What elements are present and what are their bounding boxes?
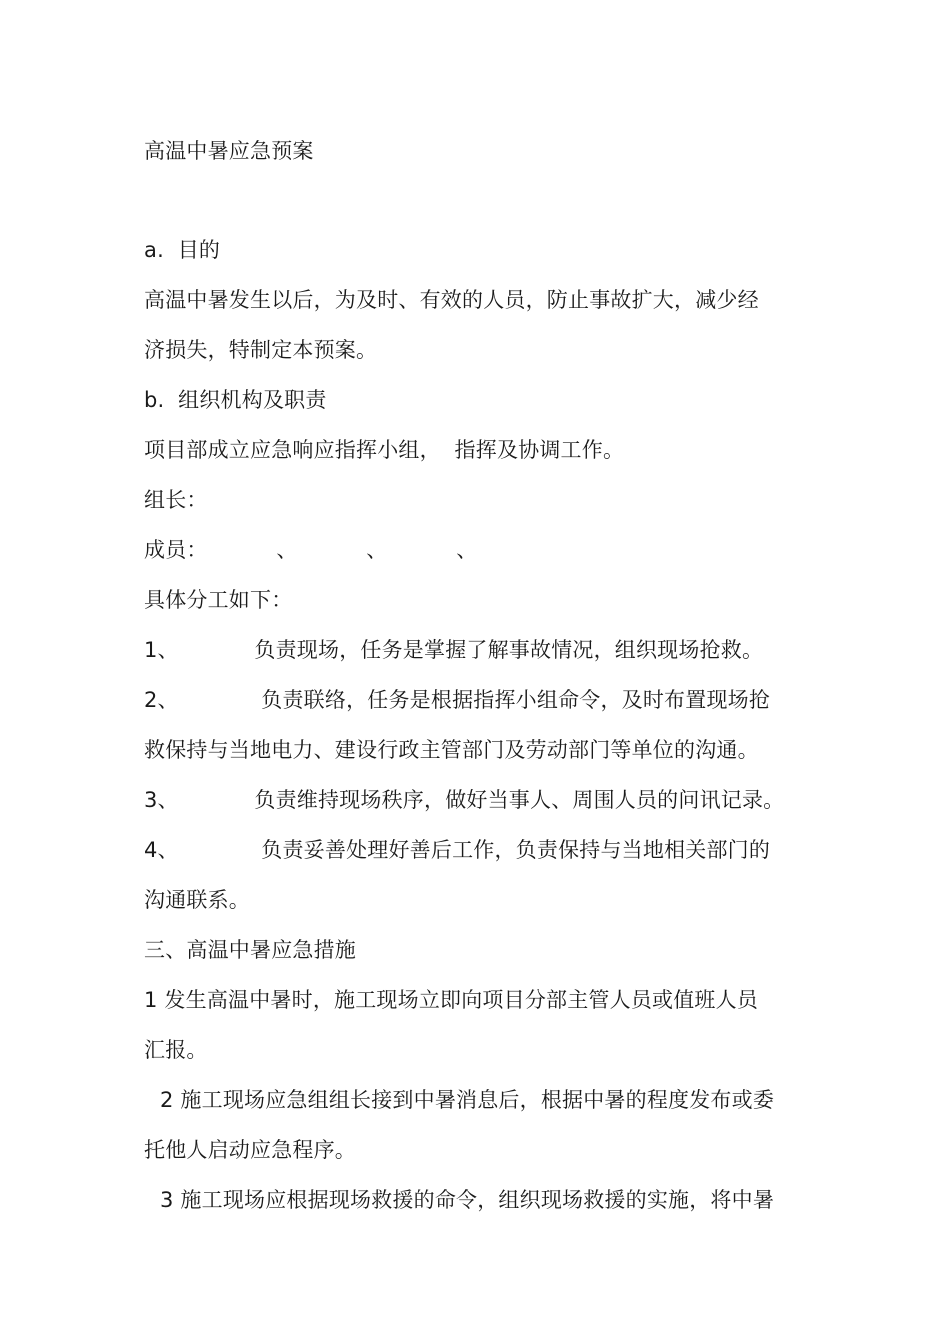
document-title: 高温中暑应急预案 bbox=[144, 139, 314, 163]
section-b-heading: b. 组织机构及职责 bbox=[144, 388, 327, 412]
paragraph-line: 济损失，特制定本预案。 bbox=[144, 338, 378, 362]
duty-item: 1、 负责现场，任务是掌握了解事故情况，组织现场抢救。 bbox=[144, 638, 764, 662]
section-a-heading: a. 目的 bbox=[144, 238, 221, 262]
duty-item-continuation: 救保持与当地电力、建设行政主管部门及劳动部门等单位的沟通。 bbox=[144, 738, 759, 762]
duty-item: 4、 负责妥善处理好善后工作，负责保持与当地相关部门的 bbox=[144, 838, 771, 862]
duty-item-continuation: 沟通联系。 bbox=[144, 888, 250, 912]
leader-label: 组长： bbox=[144, 488, 208, 512]
measure-item: 2 施工现场应急组组长接到中暑消息后，根据中暑的程度发布或委 bbox=[160, 1088, 775, 1112]
members-label: 成员： 、 、 、 bbox=[144, 538, 478, 562]
measure-item: 3 施工现场应根据现场救援的命令，组织现场救援的实施，将中暑 bbox=[160, 1188, 775, 1212]
measure-item-continuation: 汇报。 bbox=[144, 1038, 208, 1062]
measure-item-continuation: 托他人启动应急程序。 bbox=[144, 1138, 356, 1162]
duty-item: 3、 负责维持现场秩序，做好当事人、周围人员的问讯记录。 bbox=[144, 788, 785, 812]
section-3-heading: 三、高温中暑应急措施 bbox=[144, 938, 356, 962]
duty-item: 2、 负责联络，任务是根据指挥小组命令，及时布置现场抢 bbox=[144, 688, 771, 712]
paragraph-line: 高温中暑发生以后，为及时、有效的人员，防止事故扩大，减少经 bbox=[144, 288, 759, 312]
paragraph-line: 项目部成立应急响应指挥小组， 指挥及协调工作。 bbox=[144, 438, 625, 462]
division-intro: 具体分工如下： bbox=[144, 588, 293, 612]
measure-item: 1 发生高温中暑时，施工现场立即向项目分部主管人员或值班人员 bbox=[144, 988, 759, 1012]
